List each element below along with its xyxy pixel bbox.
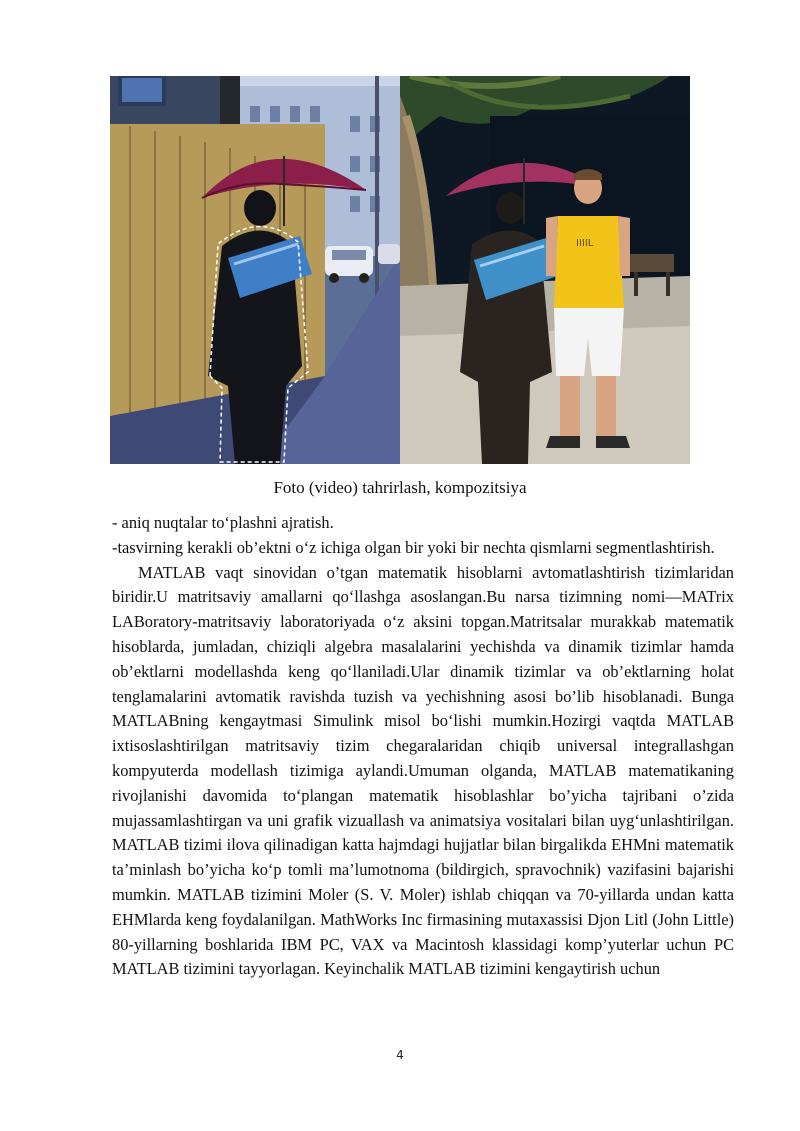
- body-text: [112, 511, 734, 982]
- photo-composition-figure: [110, 76, 690, 464]
- paragraph: -tasvirning kerakli ob’ektni o‘z ichiga olgan bir yoki bir nechta qismlarni segmentlashtirish.: [112, 537, 715, 557]
- svg-text:IIIIL: IIIIL: [576, 238, 594, 249]
- right-photo: [400, 76, 690, 464]
- page-number: 4: [396, 1048, 404, 1062]
- paragraph: - aniq nuqtalar to‘plashni ajratish.: [112, 513, 334, 532]
- left-photo: [110, 76, 400, 464]
- figure-caption: Foto (video) tahrirlash, kompozitsiya: [273, 478, 527, 497]
- paragraph: MATLAB vaqt sinovidan o’tgan matematik hisoblarni avtomatlashtirish tizimlaridan biridir.U matritsaviy amallarni qo‘llashga asoslangan.Bu narsa tizimning nomi—MATrix LABoratory-matritsaviy laboratoriyada o‘z aksini topgan.Matritsalar murakkab matematik hisoblarda, jumladan, chiziqli algebra masalalarini yechishda va dinamik tizimlar hamda ob’ektlarni modellashda keng qo‘llaniladi.Ular dinamik tizimlar va ob’ektlarning holat tenglamalarini avtomatik ravishda tuzish va yechishning asosi bo’lib hisoblanadi. Bunga MATLABning kengaytmasi Simulink misol bo‘lishi mumkin.Hozirgi vaqtda MATLAB ixtisoslashtirilgan matritsaviy tizim chegaralaridan chiqib universal integrallashgan kompyuterda modellash tizimiga aylandi.Umuman olganda, MATLAB matematikaning rivojlanishi davomida to‘plangan matematik hisoblashlar bo’yicha tajribani o’zida mujassamlashtirgan va uni grafik vizuallash va animatsiya vositalari bilan uyg‘unlashtirilgan. MATLAB tizimi ilova qilinadigan katta hajmdagi hujjatlar bilan birgalikda EHMni matematik ta’minlash bo’yicha ko‘p tomli ma’lumotnoma (bildirgich, spravochnik) vazifasini bajarishi mumkin. MATLAB tizimini Moler (S. V. Moler) ishlab chiqqan va 70-yillarda undan katta EHMlarda keng foydalanilgan. MathWorks Inc firmasining mutaxassisi Djon Litl (John Little) 80-yillarning boshlarida IBM PC, VAX va Macintosh klassidagi komp’yuterlar uchun PC MATLAB tizimini tayyorlagan. Keyinchalik MATLAB tizimini kengaytirish uchun: [112, 562, 734, 979]
- composite-photo-image: [110, 76, 690, 464]
